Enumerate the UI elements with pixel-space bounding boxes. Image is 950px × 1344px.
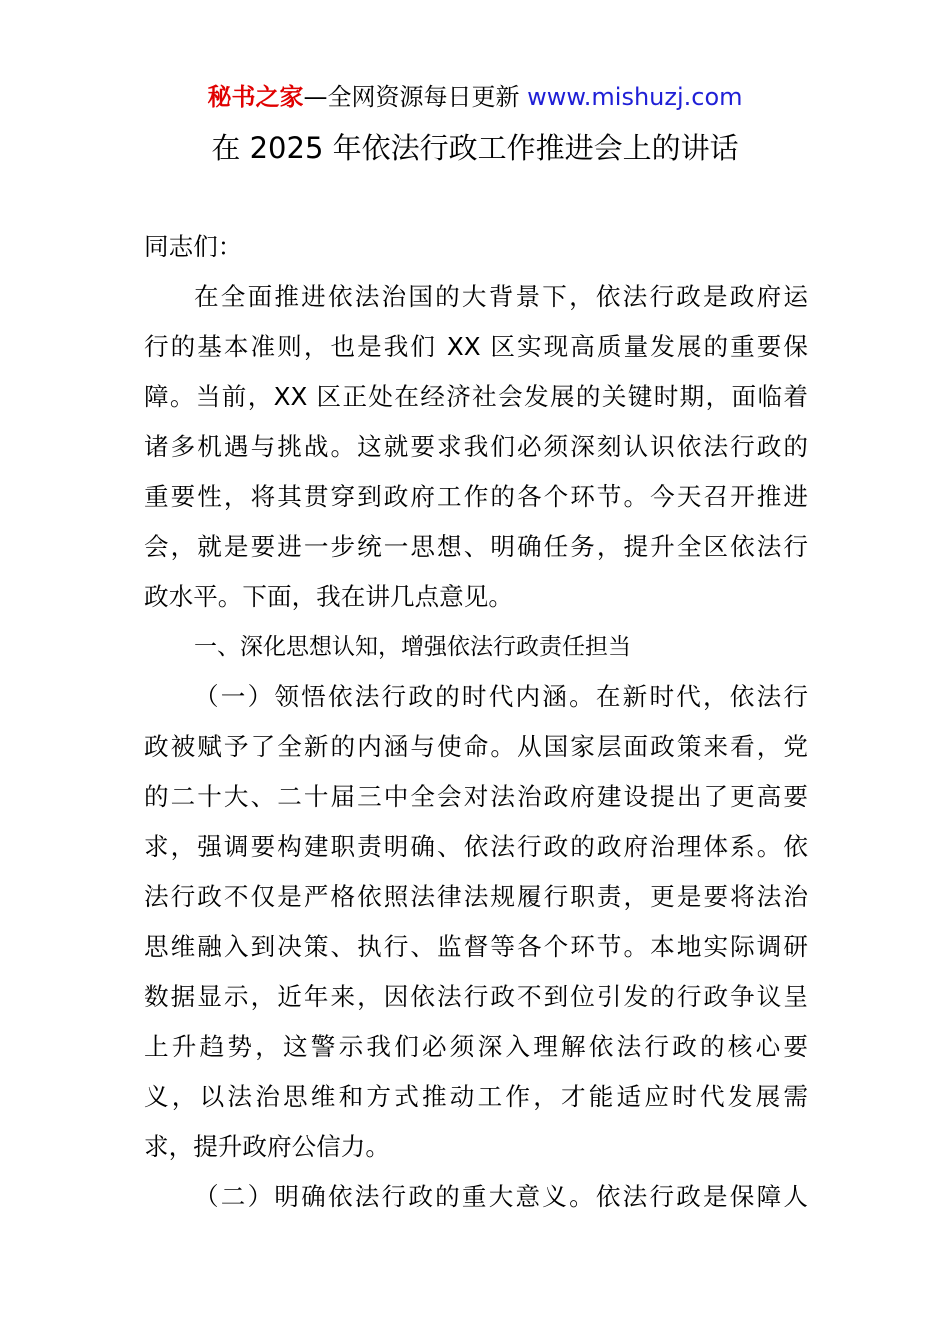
header-tagline: —全网资源每日更新 xyxy=(303,83,520,111)
body-line: 诸多机遇与挑战。这就要求我们必须深刻认识依法行政的 xyxy=(144,432,808,461)
body-line: 法行政不仅是严格依照法律法规履行职责，更是要将法治 xyxy=(144,882,808,911)
body-line: 会，就是要进一步统一思想、明确任务，提升全区依法行 xyxy=(144,532,808,561)
brand-name: 秘书之家 xyxy=(207,83,304,111)
body-line: 政被赋予了全新的内涵与使命。从国家层面政策来看，党 xyxy=(144,732,808,761)
section-heading: 一、深化思想认知，增强依法行政责任担当 xyxy=(194,634,631,660)
body-line: 求，强调要构建职责明确、依法行政的政府治理体系。依 xyxy=(144,832,808,861)
site-url-link[interactable]: www.mishuzj.com xyxy=(527,83,743,111)
body-line: 的二十大、二十届三中全会对法治政府建设提出了更高要 xyxy=(144,782,808,811)
site-header xyxy=(0,80,950,114)
body-line: 行的基本准则，也是我们 XX 区实现高质量发展的重要保 xyxy=(144,332,808,361)
document-body xyxy=(144,222,808,1222)
body-line: 同志们： xyxy=(144,232,243,261)
body-line: 重要性，将其贯穿到政府工作的各个环节。今天召开推进 xyxy=(144,482,808,511)
body-line: 政水平。下面，我在讲几点意见。 xyxy=(144,582,513,611)
body-line: 思维融入到决策、执行、监督等各个环节。本地实际调研 xyxy=(144,932,808,961)
body-line: 求，提升政府公信力。 xyxy=(144,1132,390,1161)
body-line: 义，以法治思维和方式推动工作，才能适应时代发展需 xyxy=(144,1082,808,1111)
body-line: 在全面推进依法治国的大背景下，依法行政是政府运 xyxy=(194,282,808,311)
body-line: 上升趋势，这警示我们必须深入理解依法行政的核心要 xyxy=(144,1032,808,1061)
document-title: 在 2025 年依法行政工作推进会上的讲话 xyxy=(211,131,739,165)
body-line: （一）领悟依法行政的时代内涵。在新时代，依法行 xyxy=(194,682,808,711)
body-line: （二）明确依法行政的重大意义。依法行政是保障人 xyxy=(194,1182,808,1211)
body-line: 数据显示，近年来，因依法行政不到位引发的行政争议呈 xyxy=(144,982,808,1011)
body-line: 障。当前，XX 区正处在经济社会发展的关键时期，面临着 xyxy=(144,382,808,411)
